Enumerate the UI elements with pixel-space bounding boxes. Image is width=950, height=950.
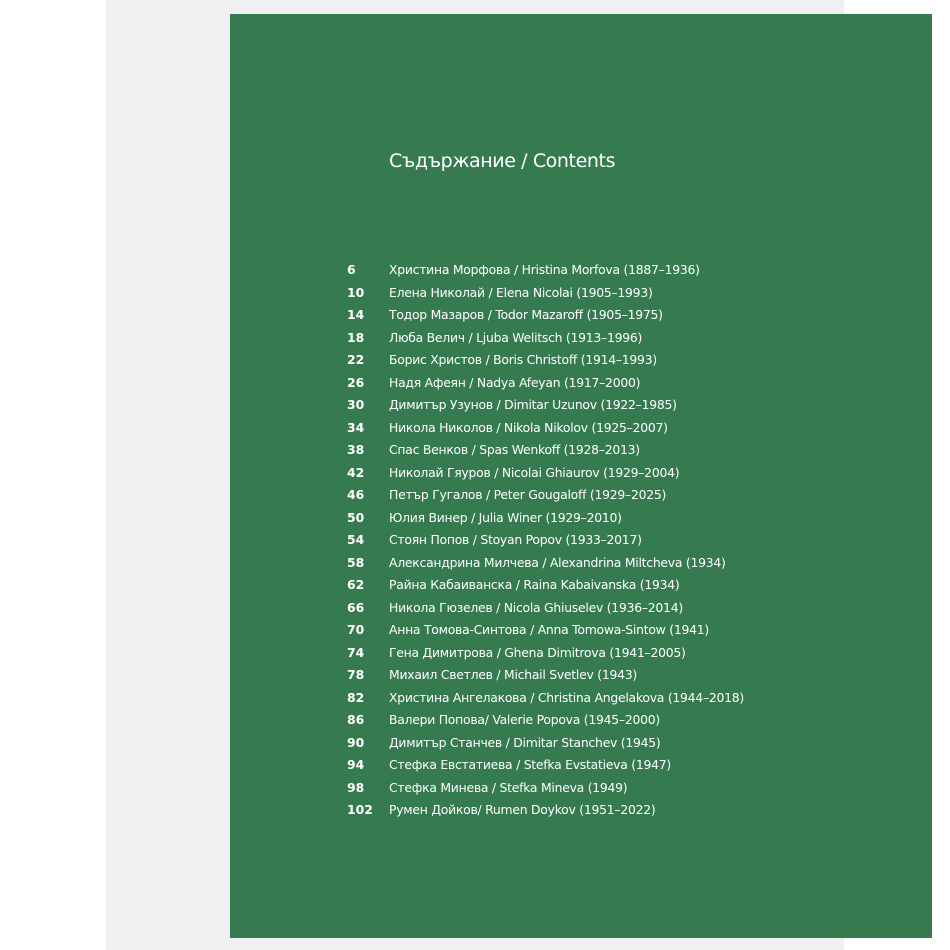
page-number: 70 bbox=[347, 622, 365, 637]
page-number: 42 bbox=[347, 464, 365, 480]
contents-entry bbox=[347, 529, 744, 552]
page-number: 58 bbox=[347, 554, 365, 570]
page-number: 78 bbox=[347, 667, 365, 682]
contents-entry bbox=[347, 304, 744, 327]
entry-title: Люба Велич / Ljuba Welitsch (1913–1996) bbox=[389, 329, 643, 345]
entry-title: Христина Морфова / Hristina Morfova (1887–1936) bbox=[389, 262, 700, 277]
contents-entry bbox=[347, 687, 744, 710]
entry-title: Никола Гюзелев / Nicola Ghiuselev (1936–2014) bbox=[389, 599, 683, 615]
page-number: 38 bbox=[347, 442, 365, 457]
contents-entry bbox=[347, 777, 744, 800]
entry-title: Стефка Минева / Stefka Mineva (1949) bbox=[389, 779, 628, 795]
contents-entry bbox=[347, 394, 744, 417]
page-number: 14 bbox=[347, 307, 365, 322]
contents-entry bbox=[347, 642, 744, 665]
entry-title: Елена Николай / Elena Nicolai (1905–1993) bbox=[389, 284, 653, 300]
contents-entry bbox=[347, 259, 744, 282]
contents-entry bbox=[347, 507, 744, 530]
entry-title: Тодор Мазаров / Todor Mazaroff (1905–1975) bbox=[389, 307, 663, 322]
contents-entry bbox=[347, 327, 744, 350]
page-number: 10 bbox=[347, 284, 365, 300]
entry-title: Румен Дойков/ Rumen Doykov (1951–2022) bbox=[389, 802, 656, 817]
page-number: 34 bbox=[347, 419, 365, 435]
page-number: 30 bbox=[347, 397, 365, 412]
page-number: 66 bbox=[347, 599, 365, 615]
entry-title: Валери Попова/ Valerie Popova (1945–2000) bbox=[389, 712, 660, 727]
contents-entry bbox=[347, 574, 744, 597]
page-number: 82 bbox=[347, 689, 365, 705]
page-number: 98 bbox=[347, 779, 365, 795]
page-title: Съдържание / Contents bbox=[389, 150, 616, 172]
entry-title: Гена Димитрова / Ghena Dimitrova (1941–2005) bbox=[389, 644, 686, 660]
entry-title: Александрина Милчева / Alexandrina Miltcheva (1934) bbox=[389, 554, 726, 570]
entry-title: Анна Томова-Синтова / Anna Tomowa-Sintow (1941) bbox=[389, 622, 709, 637]
contents-entry bbox=[347, 349, 744, 372]
page-number: 102 bbox=[347, 802, 373, 817]
page-number: 26 bbox=[347, 374, 365, 390]
contents-entry bbox=[347, 597, 744, 620]
contents-entry bbox=[347, 552, 744, 575]
entry-title: Надя Афеян / Nadya Afeyan (1917–2000) bbox=[389, 374, 641, 390]
contents-page bbox=[230, 14, 932, 938]
page-number: 54 bbox=[347, 532, 365, 547]
entry-title: Михаил Светлев / Michail Svetlev (1943) bbox=[389, 667, 637, 682]
entry-title: Стоян Попов / Stoyan Popov (1933–2017) bbox=[389, 532, 642, 547]
contents-entry bbox=[347, 754, 744, 777]
contents-list bbox=[347, 259, 744, 822]
contents-entry bbox=[347, 619, 744, 642]
contents-entry bbox=[347, 664, 744, 687]
document-viewer bbox=[106, 0, 844, 950]
entry-title: Петър Гугалов / Peter Gougaloff (1929–2025) bbox=[389, 487, 667, 502]
contents-entry bbox=[347, 282, 744, 305]
entry-title: Христина Ангелакова / Christina Angelakova (1944–2018) bbox=[389, 689, 745, 705]
contents-entry bbox=[347, 462, 744, 485]
entry-title: Борис Христов / Boris Christoff (1914–1993) bbox=[389, 352, 657, 367]
entry-title: Николай Гяуров / Nicolai Ghiaurov (1929–2004) bbox=[389, 464, 680, 480]
entry-title: Стефка Евстатиева / Stefka Evstatieva (1947) bbox=[389, 757, 671, 772]
page-number: 74 bbox=[347, 644, 365, 660]
page-number: 6 bbox=[347, 262, 356, 277]
page-number: 22 bbox=[347, 352, 365, 367]
entry-title: Спас Венков / Spas Wenkoff (1928–2013) bbox=[389, 442, 640, 457]
entry-title: Райна Кабаиванска / Raina Kabaivanska (1934) bbox=[389, 577, 680, 592]
page-number: 50 bbox=[347, 509, 365, 525]
contents-entry bbox=[347, 439, 744, 462]
entry-title: Димитър Станчев / Dimitar Stanchev (1945) bbox=[389, 734, 661, 750]
page-number: 86 bbox=[347, 712, 365, 727]
contents-entry bbox=[347, 417, 744, 440]
entry-title: Юлия Винер / Julia Winer (1929–2010) bbox=[389, 509, 622, 525]
page-number: 62 bbox=[347, 577, 365, 592]
contents-entry bbox=[347, 709, 744, 732]
page-number: 94 bbox=[347, 757, 365, 772]
page-number: 90 bbox=[347, 734, 365, 750]
page-number: 46 bbox=[347, 487, 365, 502]
entry-title: Никола Николов / Nikola Nikolov (1925–2007) bbox=[389, 419, 668, 435]
page-number: 18 bbox=[347, 329, 365, 345]
contents-entry bbox=[347, 484, 744, 507]
entry-title: Димитър Узунов / Dimitar Uzunov (1922–1985) bbox=[389, 397, 677, 412]
contents-entry bbox=[347, 372, 744, 395]
contents-entry bbox=[347, 732, 744, 755]
contents-entry bbox=[347, 799, 744, 822]
